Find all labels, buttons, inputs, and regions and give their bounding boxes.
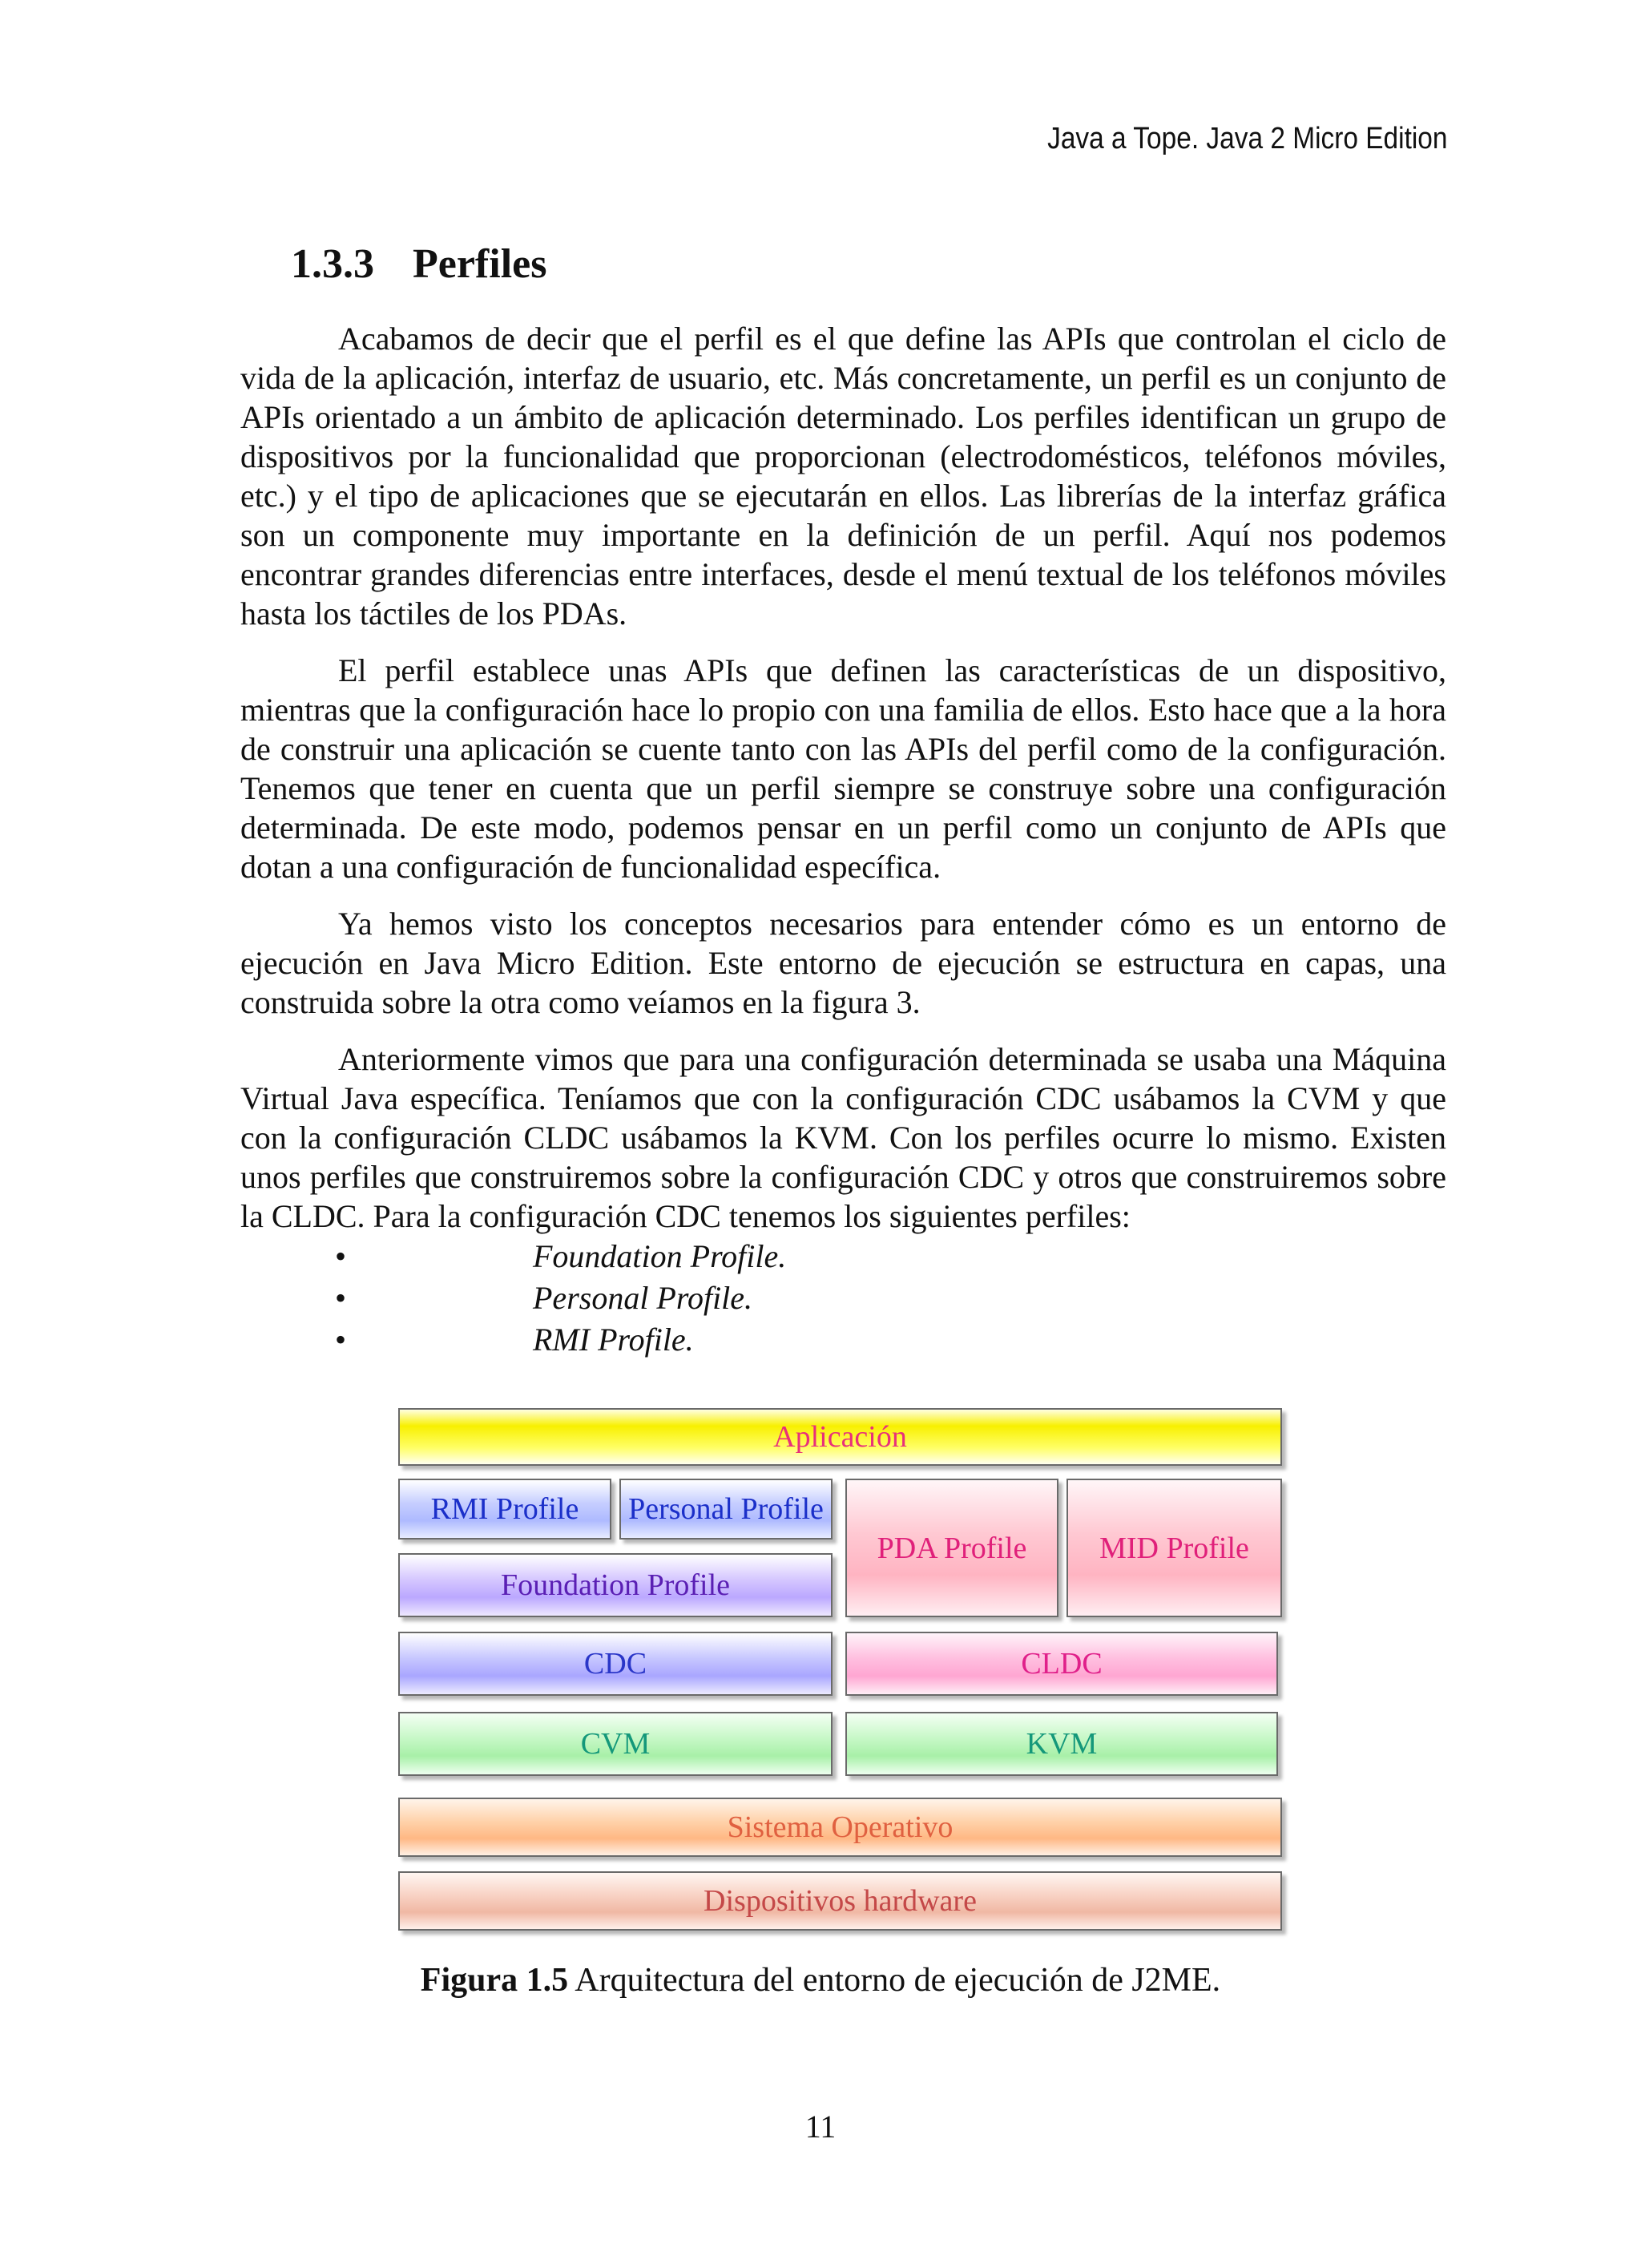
bullet-icon: • bbox=[335, 1322, 347, 1358]
section-number: 1.3.3 bbox=[291, 241, 374, 287]
layer-dispositivos-hardware: Dispositivos hardware bbox=[398, 1871, 1282, 1931]
body-text bbox=[240, 319, 1446, 1361]
layer-sistema-operativo: Sistema Operativo bbox=[398, 1798, 1282, 1857]
paragraph-3: Ya hemos visto los conceptos necesarios para entender cómo es un entorno de ejecución en Java Micro Edition. Este entorno de ejecución se estructura en capas, una construida sobre la otra como veíamos en la figura 3. bbox=[240, 906, 1446, 1020]
profile-list bbox=[240, 1236, 1446, 1361]
section-title: Perfiles bbox=[413, 241, 547, 287]
paragraph-2: El perfil establece unas APIs que definen las características de un dispositivo, mientras que la configuración hace lo propio con una familia de ellos. Esto hace que a la hora de construir una aplicación se cuente tanto con las APIs del perfil como de la configuración. Tenemos que tener en cuenta que un perfil siempre se construye sobre una configuración determinada. De este modo, podemos pensar en un perfil como un conjunto de APIs que dotan a una configuración de funcionalidad específica. bbox=[240, 652, 1446, 885]
list-item bbox=[240, 1277, 1446, 1319]
layer-cvm: CVM bbox=[398, 1712, 833, 1776]
layer-personal-profile: Personal Profile bbox=[619, 1479, 833, 1540]
figure-caption-text: Arquitectura del entorno de ejecución de J2ME. bbox=[568, 1962, 1221, 1999]
layer-foundation-profile: Foundation Profile bbox=[398, 1553, 833, 1617]
list-item bbox=[240, 1236, 1446, 1277]
layer-cldc: CLDC bbox=[845, 1632, 1278, 1696]
layer-kvm: KVM bbox=[845, 1712, 1278, 1776]
list-item bbox=[240, 1319, 1446, 1361]
paragraph-1: Acabamos de decir que el perfil es el que define las APIs que controlan el ciclo de vida de la aplicación, interfaz de usuario, etc. Más concretamente, un perfil es un conjunto de APIs orientado a un ámbito de aplicación determinado. Los perfiles identifican un grupo de dispositivos por la funcionalidad que proporcionan (electrodomésticos, teléfonos móviles, etc.) y el tipo de aplicaciones que se ejecutarán en ellos. Las librerías de la interfaz gráfica son un componente muy importante en la definición de un perfil. Aquí nos podemos encontrar grandes diferencias entre interfaces, desde el menú textual de los teléfonos móviles hasta los táctiles de los PDAs. bbox=[240, 321, 1446, 632]
page-number: 11 bbox=[804, 2109, 837, 2145]
figure-label: Figura 1.5 bbox=[420, 1962, 569, 1999]
layer-rmi-profile: RMI Profile bbox=[398, 1479, 611, 1540]
layer-aplicacion: Aplicación bbox=[398, 1408, 1282, 1466]
layer-pda-profile: PDA Profile bbox=[845, 1479, 1058, 1617]
list-item-text: Personal Profile. bbox=[533, 1280, 753, 1316]
section-heading bbox=[291, 240, 546, 288]
list-item-text: RMI Profile. bbox=[533, 1322, 694, 1358]
layer-mid-profile: MID Profile bbox=[1066, 1479, 1282, 1617]
bullet-icon: • bbox=[335, 1238, 347, 1274]
list-item-text: Foundation Profile. bbox=[533, 1238, 787, 1274]
figure-caption bbox=[0, 1961, 1641, 2000]
bullet-icon: • bbox=[335, 1280, 347, 1316]
paragraph-4: Anteriormente vimos que para una configuración determinada se usaba una Máquina Virtual Java específica. Teníamos que con la configuración CDC usábamos la CVM y que con la configuración CLDC usábamos la KVM. Con los perfiles ocurre lo mismo. Existen unos perfiles que construiremos sobre la configuración CDC y otros que construiremos sobre la CLDC. Para la configuración CDC tenemos los siguientes perfiles: bbox=[240, 1041, 1446, 1234]
running-header: Java a Tope. Java 2 Micro Edition bbox=[1046, 122, 1447, 155]
layer-cdc: CDC bbox=[398, 1632, 833, 1696]
